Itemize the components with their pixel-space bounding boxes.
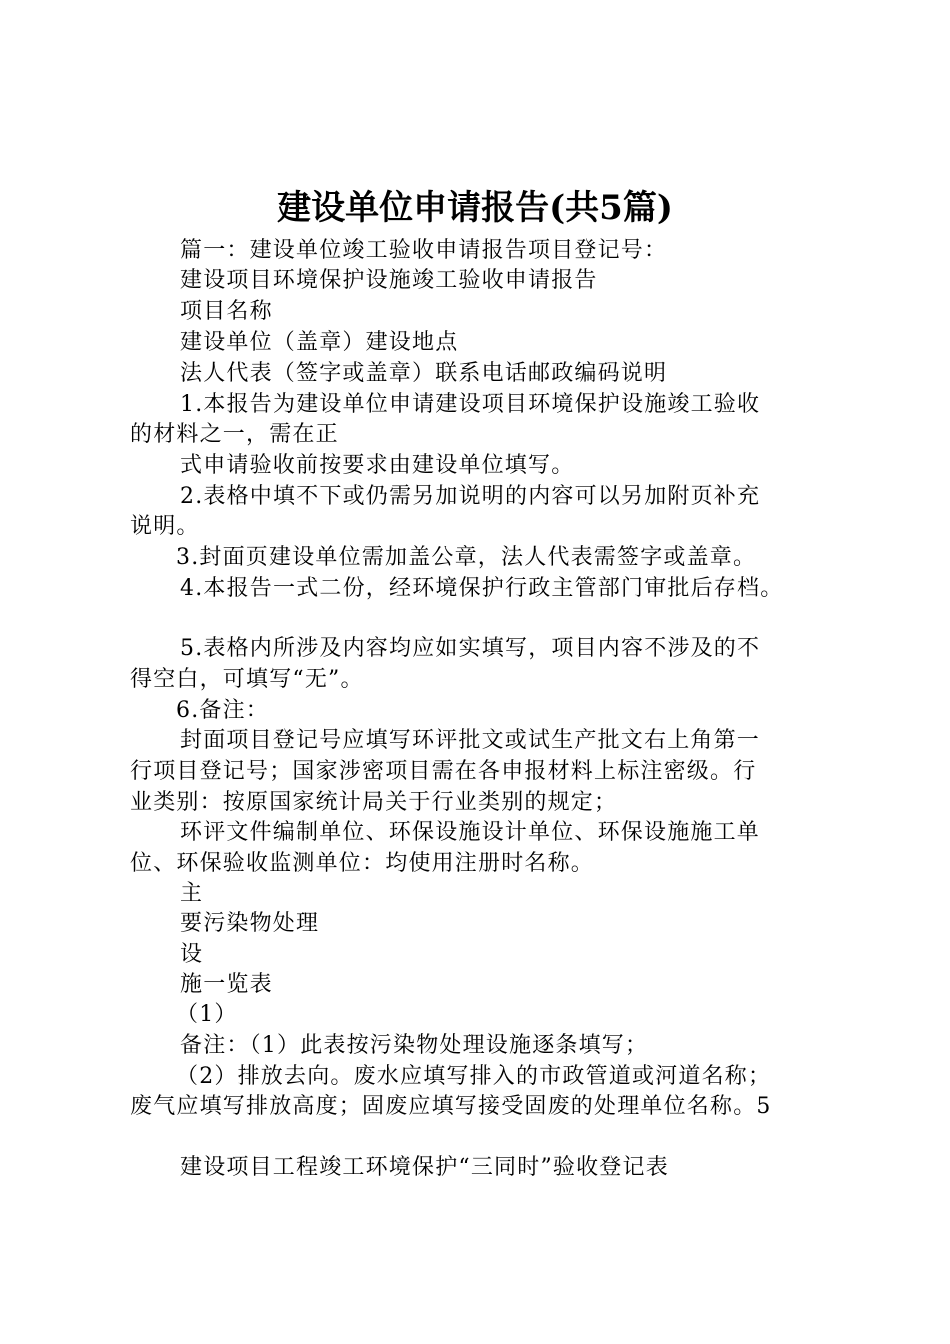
line-25: （1）	[176, 1002, 238, 1027]
line-06: 1.本报告为建设单位申请建设项目环境保护设施竣工验收	[180, 392, 761, 417]
line-19: 环评文件编制单位、环保设施设计单位、环保设施施工单	[180, 820, 761, 845]
line-28: 废气应填写排放高度；固废应填写接受固废的处理单位名称。5	[130, 1094, 772, 1119]
line-02: 建设项目环境保护设施竣工验收申请报告	[180, 268, 598, 293]
line-21: 主	[180, 881, 204, 906]
line-15: 6.备注：	[176, 698, 269, 723]
line-10: 说明。	[130, 514, 200, 539]
line-05: 法人代表（签字或盖章）联系电话邮政编码说明	[180, 361, 668, 386]
line-20: 位、环保验收监测单位：均使用注册时名称。	[130, 851, 595, 876]
line-11: 3.封面页建设单位需加盖公章，法人代表需签字或盖章。	[176, 545, 757, 570]
line-12: 4.本报告一式二份，经环境保护行政主管部门审批后存档。	[180, 576, 784, 601]
line-07: 的材料之一，需在正	[130, 422, 339, 447]
line-01: 篇一：建设单位竣工验收申请报告项目登记号：	[180, 238, 668, 263]
line-09: 2.表格中填不下或仍需另加说明的内容可以另加附页补充	[180, 484, 761, 509]
line-14: 得空白，可填写“无”。	[130, 667, 364, 692]
line-24: 施一览表	[180, 972, 273, 997]
line-29: 建设项目工程竣工环境保护“三同时”验收登记表	[180, 1155, 669, 1180]
line-22: 要污染物处理	[180, 911, 320, 936]
line-18: 业类别：按原国家统计局关于行业类别的规定；	[130, 790, 618, 815]
line-13: 5.表格内所涉及内容均应如实填写，项目内容不涉及的不	[180, 636, 761, 661]
line-23: 设	[180, 942, 204, 967]
line-27: （2）排放去向。废水应填写排入的市政管道或河道名称；	[176, 1064, 772, 1089]
line-26: 备注：（1）此表按污染物处理设施逐条填写；	[180, 1033, 649, 1058]
line-16: 封面项目登记号应填写环评批文或试生产批文右上角第一	[180, 728, 761, 753]
line-08: 式申请验收前按要求由建设单位填写。	[180, 453, 575, 478]
document-title: 建设单位申请报告(共5篇)	[277, 188, 673, 228]
line-03: 项目名称	[180, 299, 273, 324]
line-04: 建设单位（盖章）建设地点	[180, 330, 459, 355]
line-17: 行项目登记号；国家涉密项目需在各申报材料上标注密级。行	[130, 759, 757, 784]
